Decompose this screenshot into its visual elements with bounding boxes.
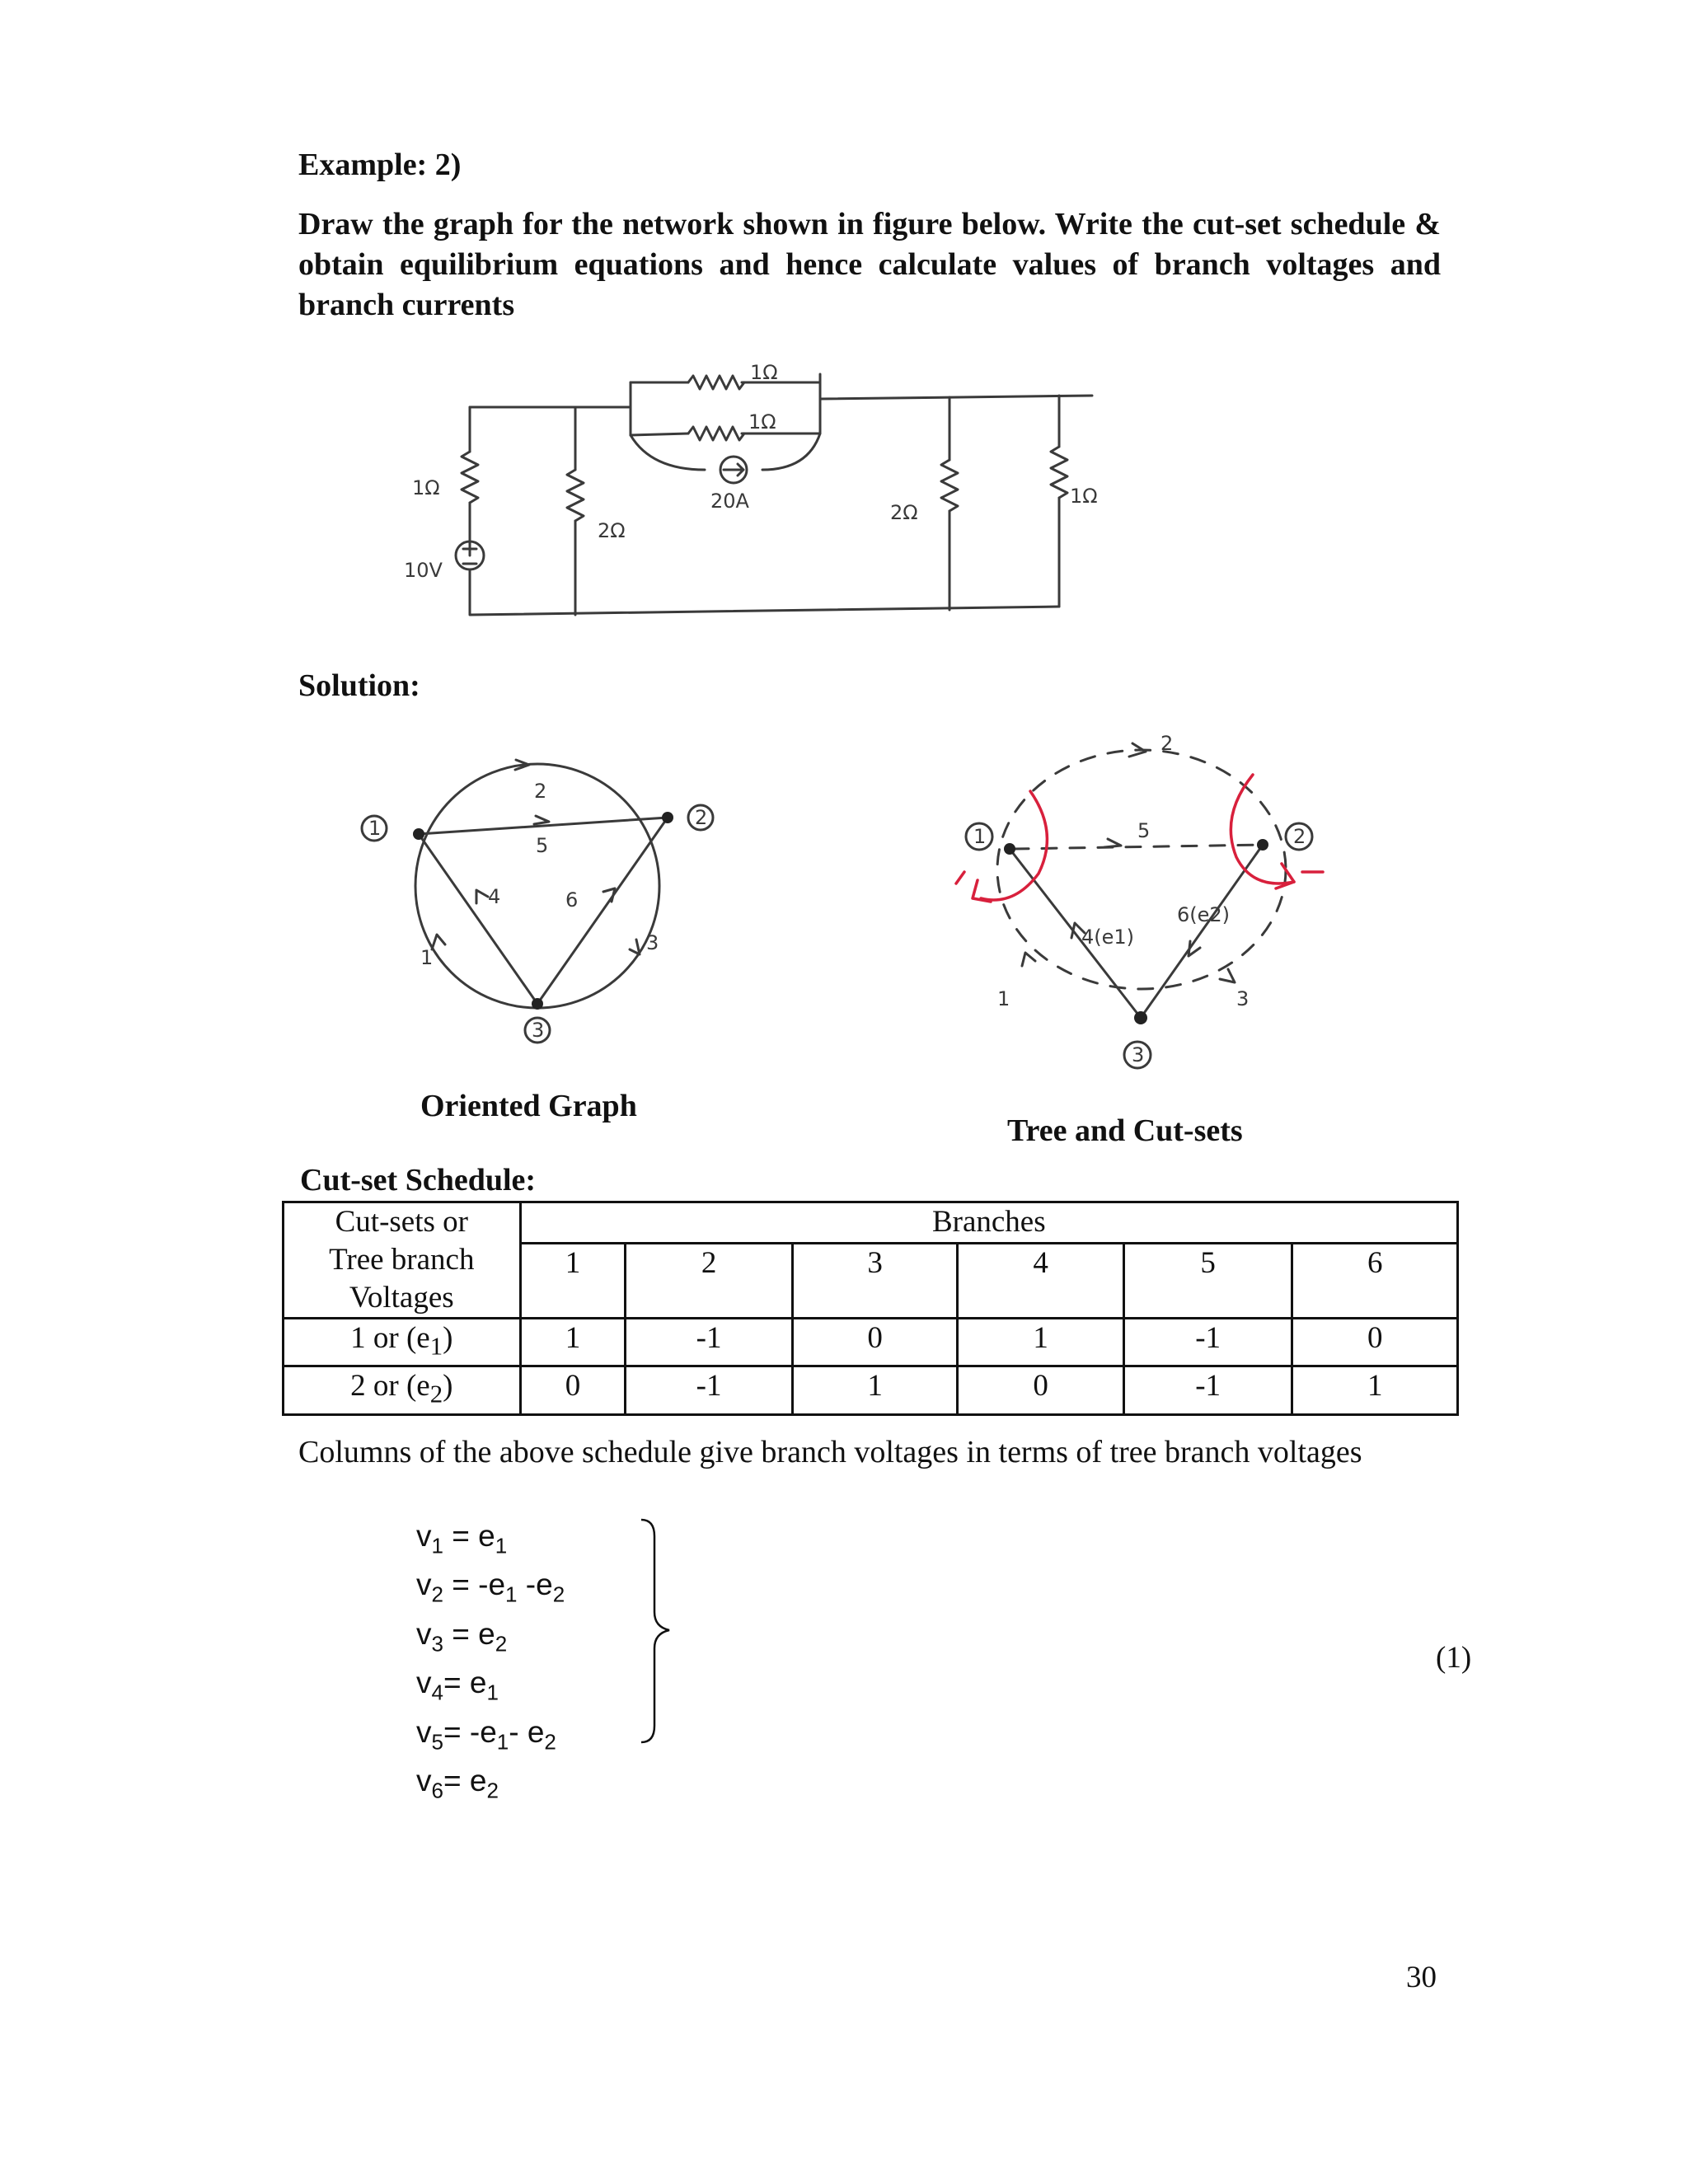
og-branch-label-5: 5 (536, 834, 549, 857)
table-cell: 1 (792, 1366, 958, 1414)
problem-statement: Draw the graph for the network shown in figure below. Write the cut-set schedule & obtain equilibrium equations and hence calculate values of branch voltages and branch currents (298, 207, 1441, 322)
table-cell: 0 (792, 1319, 958, 1366)
columns-note: Columns of the above schedule give branch voltages in terms of tree branch voltages (298, 1435, 1362, 1469)
equation: $v_4= e_1$ (416, 1666, 499, 1705)
table-cell: 0 (1292, 1319, 1458, 1366)
table-cell: 1 (1292, 1366, 1458, 1414)
circuit-label-8: 1Ω (1070, 485, 1098, 508)
tc-branch-label-1: 1 (997, 987, 1010, 1010)
branch-header: 3 (792, 1243, 958, 1318)
branch-header: 2 (626, 1243, 793, 1318)
og-branch-label-1: 1 (420, 946, 434, 969)
table-row (284, 1366, 1458, 1414)
corner-header (284, 1202, 521, 1319)
og-branch-label-4: 4 (488, 885, 501, 908)
table-cell: -1 (1123, 1366, 1292, 1414)
cutset-schedule-title: Cut-set Schedule: (300, 1163, 537, 1197)
oriented-graph-caption: Oriented Graph (420, 1089, 637, 1123)
resistor-top-1 (688, 376, 744, 389)
tc-branch-label-6: 6(e2) (1177, 903, 1231, 926)
tc-node-1-dot (1004, 843, 1015, 855)
tc-node-2-dot (1257, 839, 1268, 851)
branch-header: 4 (958, 1243, 1124, 1318)
equation-list (416, 1516, 565, 1810)
page-number: 30 (1406, 1961, 1437, 1994)
table-cell: 0 (520, 1366, 626, 1414)
tc-branch-label-5: 5 (1137, 819, 1151, 842)
circuit-label-7: 2Ω (890, 501, 918, 524)
table-cell: 1 (520, 1319, 626, 1366)
equation-number: (1) (1436, 1641, 1472, 1675)
branch-4-line (419, 834, 537, 1004)
node-1-dot (413, 828, 424, 840)
og-node-label-1: 1 (368, 817, 382, 840)
table-cell: -1 (626, 1366, 793, 1414)
row-label: 2 or $(e_2)$ (284, 1366, 521, 1414)
circuit-label-1: 1Ω (412, 476, 440, 499)
og-node-label-2: 2 (695, 806, 708, 829)
oriented-graph (346, 758, 758, 1055)
equation: $v_3 = e_2$ (416, 1616, 508, 1657)
og-branch-label-3: 3 (646, 931, 659, 954)
circuit-label-2: 10V (404, 559, 443, 582)
branch-header: 6 (1292, 1243, 1458, 1318)
resistor-mid-right (941, 460, 958, 511)
og-node-label-3: 3 (532, 1019, 545, 1042)
og-branch-label-6: 6 (565, 888, 579, 912)
circuit-diagram (363, 354, 1170, 626)
node-2-dot (662, 812, 673, 823)
example-heading: Example: 2) (298, 148, 462, 182)
corner-header-line-1: Cut-sets or (335, 1205, 468, 1239)
corner-header-line-3: Voltages (349, 1281, 454, 1315)
node-3-dot (532, 998, 543, 1010)
resistor-right (1051, 447, 1067, 498)
tc-node-label-3: 3 (1132, 1043, 1145, 1066)
table-cell: -1 (1123, 1319, 1292, 1366)
corner-header-line-2: Tree branch (329, 1243, 475, 1277)
row-label: 1 or $(e_1)$ (284, 1319, 521, 1366)
tc-branch-label-3: 3 (1236, 987, 1250, 1010)
tc-branch-label-4: 4(e1) (1081, 926, 1135, 949)
branch-header: 5 (1123, 1243, 1292, 1318)
solution-heading: Solution: (298, 668, 420, 703)
og-branch-label-2: 2 (534, 780, 547, 803)
equation: $v_2 = -e_1$ $-e_2$ (416, 1568, 565, 1607)
table-cell: -1 (626, 1319, 793, 1366)
circuit-label-3: 2Ω (598, 519, 626, 542)
equation: $v_6= e_2$ (416, 1763, 499, 1803)
table-cell: 1 (958, 1319, 1124, 1366)
equation: $v_5= -e_1-$ $e_2$ (416, 1714, 556, 1754)
equation: $v_1 = e_1$ (416, 1519, 508, 1558)
circuit-label-4: 1Ω (750, 361, 778, 384)
branches-header: Branches (520, 1202, 1457, 1244)
cutset-schedule-table (282, 1201, 1459, 1416)
resistor-top-2 (688, 427, 744, 440)
table-row (284, 1319, 1458, 1366)
tree-cutsets-caption: Tree and Cut-sets (1007, 1113, 1243, 1148)
circuit-label-6: 20A (710, 490, 749, 513)
branch-6-line (537, 818, 668, 1004)
table-cell: 0 (958, 1366, 1124, 1414)
resistor-left (462, 452, 478, 503)
tc-node-3-dot (1134, 1011, 1147, 1024)
tree-cutsets-graph (940, 725, 1360, 1088)
resistor-mid-left (567, 470, 584, 521)
branch-header: 1 (520, 1243, 626, 1318)
tc-node-label-2: 2 (1293, 825, 1306, 848)
circuit-label-5: 1Ω (748, 410, 776, 434)
tc-node-label-1: 1 (973, 825, 987, 848)
equations-brace (635, 1516, 684, 1747)
tc-branch-label-2: 2 (1160, 732, 1174, 755)
